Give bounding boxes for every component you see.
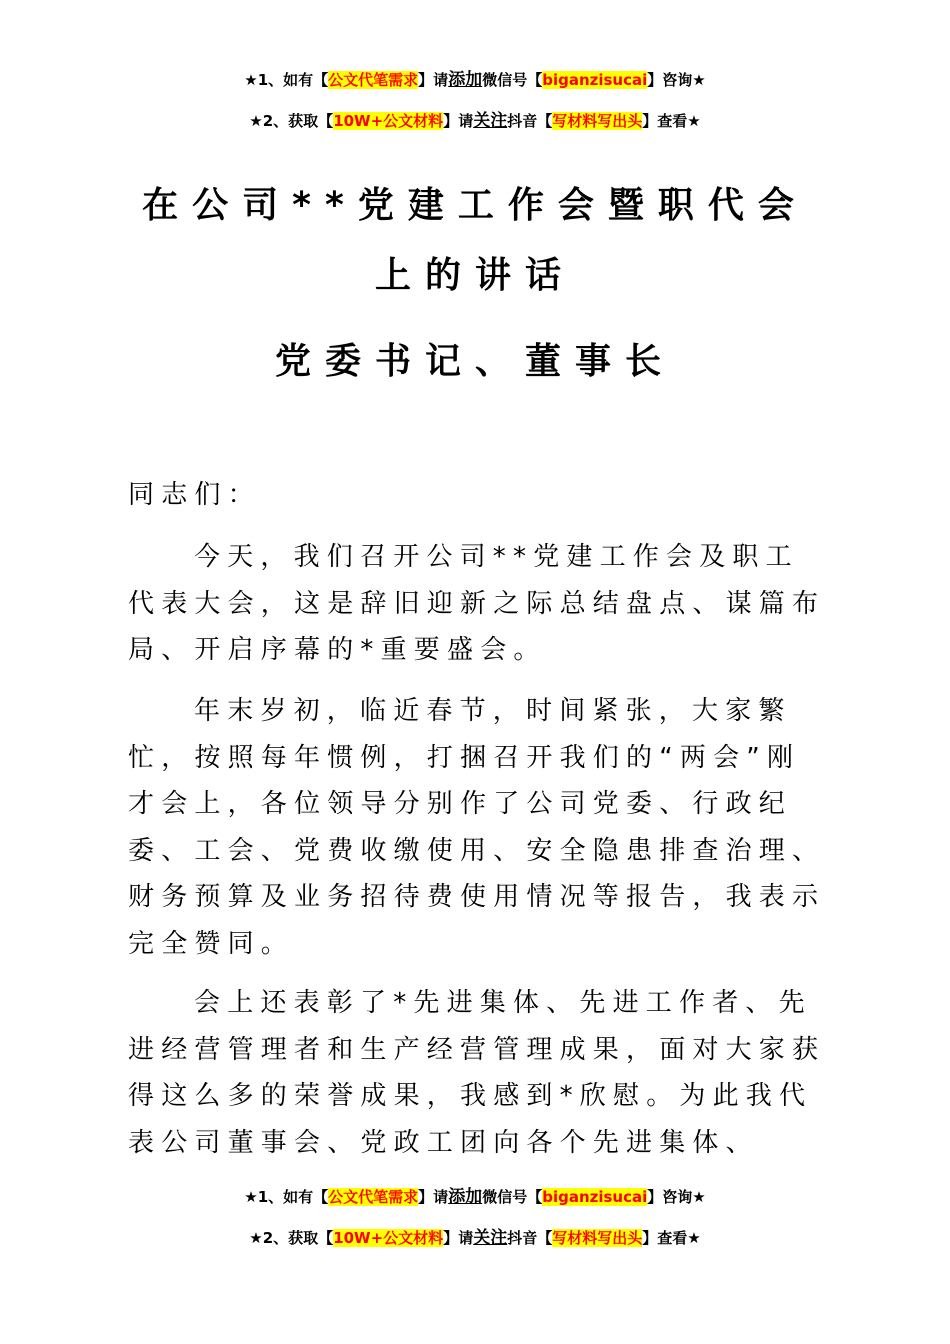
banner-text: 抖音【 <box>507 1229 553 1247</box>
banner-highlight: 10W+公文材料 <box>333 112 444 130</box>
paragraph: 会上还表彰了*先进集体、先进工作者、先进经营管理者和生产经营管理成果，面对大家获得这么多的荣誉成果，我感到*欣慰。为此我代表公司董事会、党政工团向各个先进集体、 <box>128 988 826 1158</box>
banner-highlight: 公文代笔需求 <box>328 1188 419 1206</box>
banner-text: 微信号【 <box>482 71 543 89</box>
banner-highlight: 10W+公文材料 <box>333 1229 444 1247</box>
banner-text: 微信号【 <box>482 1188 543 1206</box>
banner-text: 】查看★ <box>642 1229 701 1247</box>
banner-underline: 关注 <box>473 111 508 131</box>
banner-text: 】请 <box>443 112 474 130</box>
footer-banner-line1 <box>0 1186 950 1208</box>
banner-text: ★2、获取【 <box>249 112 334 130</box>
paragraph: 年末岁初，临近春节，时间紧张，大家繁忙，按照每年惯例，打捆召开我们的“两会”刚才会上，各位领导分别作了公司党委、行政纪委、工会、党费收缴使用、安全隐患排查治理、财务预算及业务招待费使用情况等报告，我表示完全赞同。 <box>128 696 826 959</box>
banner-text: 】查看★ <box>642 112 701 130</box>
document-title-line1: 在公司**党建工作会暨职代会 <box>142 185 808 226</box>
banner-text: 】咨询★ <box>647 1188 706 1206</box>
banner-highlight: biganzisucai <box>542 71 648 89</box>
footer-banner-line2 <box>0 1227 950 1249</box>
paragraph: 今天，我们召开公司**党建工作会及职工代表大会，这是辞旧迎新之际总结盘点、谋篇布局、开启序幕的*重要盛会。 <box>128 542 826 665</box>
banner-text: ★1、如有【 <box>244 71 329 89</box>
header-banner-line1 <box>0 69 950 91</box>
header-banner-line2 <box>0 110 950 132</box>
document-title-line2: 上的讲话 <box>374 255 575 296</box>
salutation: 同志们： <box>128 480 261 510</box>
banner-text: 】请 <box>418 71 449 89</box>
banner-highlight: 写材料写出头 <box>552 112 643 130</box>
banner-text: 抖音【 <box>507 112 553 130</box>
banner-text: 】请 <box>418 1188 449 1206</box>
banner-highlight: biganzisucai <box>542 1188 648 1206</box>
speaker-title: 党委书记、董事长 <box>274 341 675 382</box>
banner-text: 】请 <box>443 1229 474 1247</box>
banner-text: ★1、如有【 <box>244 1188 329 1206</box>
banner-text: 】咨询★ <box>647 71 706 89</box>
banner-underline: 添加 <box>448 1187 483 1207</box>
banner-underline: 关注 <box>473 1228 508 1248</box>
banner-underline: 添加 <box>448 70 483 90</box>
banner-highlight: 写材料写出头 <box>552 1229 643 1247</box>
banner-highlight: 公文代笔需求 <box>328 71 419 89</box>
banner-text: ★2、获取【 <box>249 1229 334 1247</box>
